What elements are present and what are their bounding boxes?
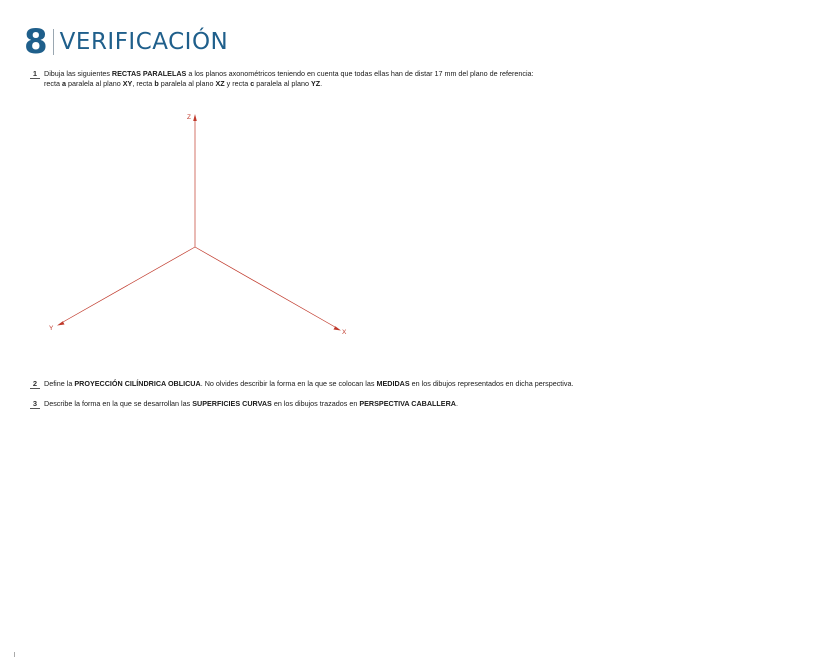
bold-term: XY — [122, 79, 133, 88]
text-fragment: . — [455, 399, 458, 408]
bold-term: PERSPECTIVA CABALLERA — [359, 399, 456, 408]
text-fragment: Dibuja las siguientes — [44, 69, 112, 78]
question-number: 3 — [30, 399, 40, 409]
text-fragment: paralela al plano — [158, 79, 216, 88]
z-axis-label: Z — [187, 114, 191, 121]
text-fragment: Define la — [44, 379, 75, 388]
z-axis-arrow — [193, 114, 197, 121]
bold-term: a — [61, 79, 66, 88]
question-number: 1 — [30, 69, 40, 79]
x-axis-label: X — [342, 329, 347, 336]
text-fragment: en los dibujos representados en dicha perspectiva. — [409, 379, 574, 388]
bold-term: RECTAS PARALELAS — [111, 69, 187, 78]
text-fragment: recta — [44, 79, 62, 88]
bold-term: c — [250, 79, 255, 88]
text-fragment: paralela al plano — [65, 79, 123, 88]
bold-term: SUPERFICIES CURVAS — [192, 399, 272, 408]
text-fragment: . — [320, 79, 323, 88]
text-fragment: a los planos axonométricos teniendo en cuenta que todas ellas han de distar 17 mm del plano de referencia: — [186, 69, 534, 78]
text-fragment: y recta — [224, 79, 251, 88]
question-number: 2 — [30, 379, 40, 389]
text-fragment: Describe la forma en la que se desarrollan las — [44, 399, 193, 408]
bold-term: PROYECCIÓN CILÍNDRICA OBLICUA — [74, 379, 201, 388]
question-text — [44, 379, 573, 388]
text-fragment: , recta — [132, 79, 155, 88]
chapter-number: 8 — [24, 22, 47, 62]
y-axis-line — [63, 247, 195, 322]
bold-term: MEDIDAS — [376, 379, 410, 388]
bold-term: b — [154, 79, 159, 88]
question-2 — [30, 379, 573, 389]
text-fragment: en los dibujos trazados en — [271, 399, 360, 408]
chapter-title: VERIFICACIÓN — [59, 29, 229, 55]
y-axis-label: Y — [49, 325, 54, 332]
question-3 — [30, 399, 458, 409]
page-edge-mark — [14, 652, 15, 657]
question-text — [44, 399, 458, 408]
bold-term: YZ — [310, 79, 321, 88]
text-fragment: paralela al plano — [254, 79, 311, 88]
bold-term: XZ — [215, 79, 225, 88]
x-axis-line — [195, 247, 335, 327]
text-fragment: . No olvides describir la forma en la que se colocan las — [200, 379, 377, 388]
